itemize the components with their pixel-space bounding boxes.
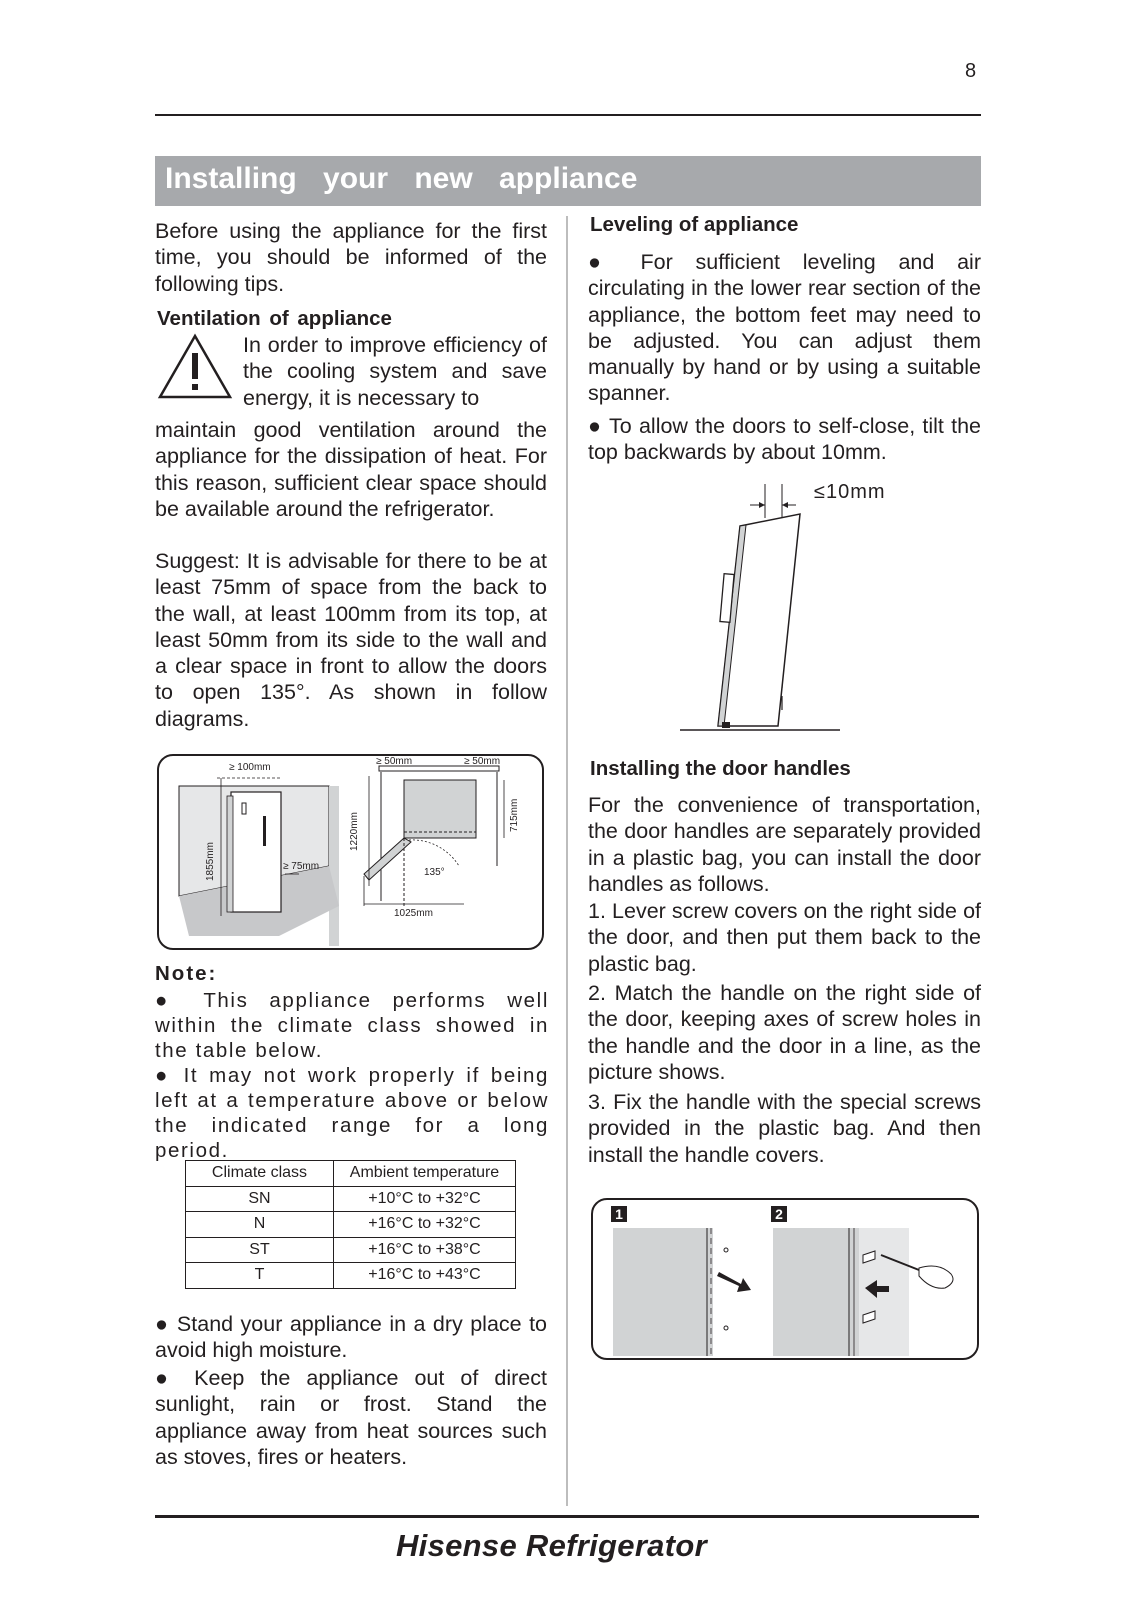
table-header-cell: Ambient temperature	[334, 1161, 516, 1187]
diagram-label-back: ≥ 75mm	[283, 861, 320, 872]
table-cell: N	[186, 1212, 334, 1238]
figure-label-1: 1	[615, 1206, 623, 1222]
page-number: 8	[965, 60, 977, 82]
section-title: Installing your new appliance	[165, 162, 638, 195]
intro-text: Before using the appliance for the first time, you should be informed of the following tips.	[155, 219, 547, 296]
table-cell: +16°C to +38°C	[334, 1237, 516, 1263]
note-bullet-1: ● This appliance performs well within the climate class showed in the table below.	[155, 989, 549, 1062]
brand-footer: Hisense Refrigerator	[396, 1528, 707, 1563]
ventilation-diagram	[157, 754, 544, 950]
leveling-bullet-2: ● To allow the doors to self-close, tilt the top backwards by about 10mm.	[588, 414, 981, 465]
ventilation-warning-text: In order to improve efficiency of the cooling system and save energy, it is necessary to	[243, 333, 547, 410]
tip-bullet-2-text: Keep the appliance out of direct sunlight, rain or frost. Stand the appliance away from heat sources such as stoves, fires or heaters.	[155, 1366, 547, 1469]
note-bullet-2: ● It may not work properly if being left at a temperature above or below the indicated range for a long period.	[155, 1064, 549, 1162]
diagram-label-angle: 135°	[424, 867, 445, 878]
table-cell: T	[186, 1263, 334, 1289]
note-heading: Note:	[155, 962, 218, 985]
ventilation-body-1: maintain good ventilation around the appliance for the dissipation of heat. For this reason, sufficient clear space should be available around the refrigerator.	[155, 418, 547, 521]
leveling-bullet-1-text: For sufficient leveling and air circulating in the lower rear section of the appliance, the bottom feet may need to be adjusted. You can adjust them manually by hand or by using a suitable spanner.	[588, 250, 981, 406]
diagram-label-side-right: ≥ 50mm	[464, 756, 501, 767]
diagram-label-top: ≥ 100mm	[229, 762, 271, 773]
section-title-bar	[155, 156, 981, 206]
ventilation-heading: Ventilation of appliance	[157, 307, 392, 330]
diagram-label-side-left: ≥ 50mm	[376, 756, 413, 767]
column-divider	[566, 216, 568, 1506]
diagram-label-depth-open: 1220mm	[349, 812, 360, 851]
warning-icon	[157, 333, 233, 401]
table-cell: +10°C to +32°C	[334, 1186, 516, 1212]
leveling-bullet-1: ● For sufficient leveling and air circulating in the lower rear section of the appliance, the bottom feet may need to be adjusted. You can adjust them manually by hand or by using a suitable spanner.	[588, 250, 981, 406]
table-cell: +16°C to +32°C	[334, 1212, 516, 1238]
door-handles-step-1: 1. Lever screw covers on the right side of the door, and then put them back to the plastic bag.	[588, 899, 981, 976]
tip-bullet-1-text: Stand your appliance in a dry place to avoid high moisture.	[155, 1312, 547, 1363]
diagram-label-width-open: 1025mm	[394, 908, 433, 919]
diagram-label-height: 1855mm	[205, 842, 216, 881]
climate-table	[185, 1160, 516, 1289]
note-bullet-1-text: This appliance performs well within the climate class showed in the table below.	[155, 989, 549, 1062]
table-row	[186, 1263, 516, 1289]
leveling-heading: Leveling of appliance	[590, 213, 799, 236]
door-handles-intro: For the convenience of transportation, the door handles are separately provided in a plastic bag, you can install the door handles as follows.	[588, 793, 981, 896]
door-handles-step-3: 3. Fix the handle with the special screws provided in the plastic bag. And then install the handle covers.	[588, 1090, 981, 1167]
handle-figure	[591, 1198, 979, 1360]
tip-bullet-2: ● Keep the appliance out of direct sunlight, rain or frost. Stand the appliance away from heat sources such as stoves, fires or heaters.	[155, 1366, 547, 1469]
tilt-label: ≤10mm	[814, 481, 886, 503]
tip-bullet-1: ● Stand your appliance in a dry place to avoid high moisture.	[155, 1312, 547, 1363]
diagram-label-depth: 715mm	[509, 798, 520, 832]
table-cell: ST	[186, 1237, 334, 1263]
table-header-cell: Climate class	[186, 1161, 334, 1187]
table-cell: SN	[186, 1186, 334, 1212]
table-header-row	[186, 1161, 516, 1187]
door-handles-step-2: 2. Match the handle on the right side of the door, keeping axes of screw holes in the handle and the door in a line, as the picture shows.	[588, 981, 981, 1084]
door-handles-heading: Installing the door handles	[590, 757, 851, 780]
tilt-diagram	[670, 478, 886, 742]
footer-rule	[155, 1515, 979, 1518]
note-bullet-2-text: It may not work properly if being left at a temperature above or below the indicated range for a long period.	[155, 1064, 549, 1162]
ventilation-body-2: Suggest: It is advisable for there to be at least 75mm of space from the back to the wall, at least 100mm from its top, at least 50mm from its side to the wall and a clear space in front to allow the doors to open 135°. As shown in follow diagrams.	[155, 549, 547, 731]
figure-label-2: 2	[775, 1206, 783, 1222]
table-row	[186, 1212, 516, 1238]
header-rule	[155, 114, 981, 116]
table-row	[186, 1186, 516, 1212]
leveling-bullet-2-text: To allow the doors to self-close, tilt the top backwards by about 10mm.	[588, 414, 981, 465]
table-row	[186, 1237, 516, 1263]
table-cell: +16°C to +43°C	[334, 1263, 516, 1289]
